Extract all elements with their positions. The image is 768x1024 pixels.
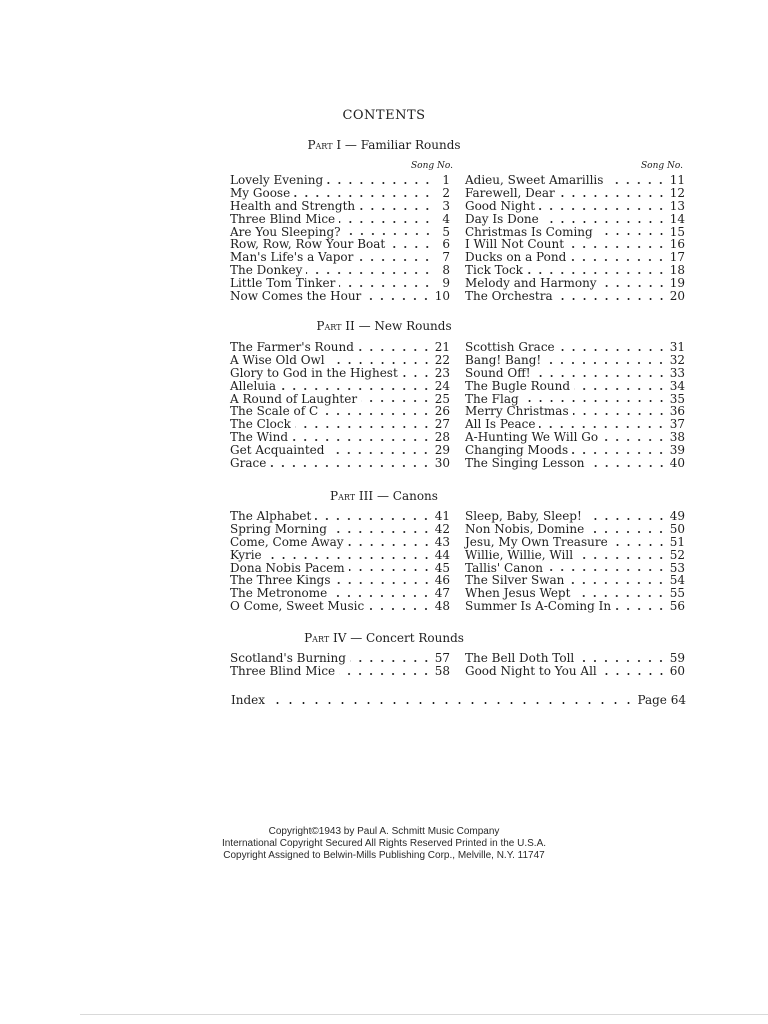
entry-title: Now Comes the Hour: [230, 289, 362, 304]
dot-leader: [349, 569, 432, 571]
entry-title: Jesu, My Own Treasure: [465, 534, 608, 549]
entry-title: Day Is Done: [465, 211, 539, 226]
dot-leader: [348, 544, 432, 546]
entry-title: Merry Christmas: [465, 404, 569, 419]
toc-entry: [230, 200, 450, 213]
song-number: 2: [442, 185, 450, 200]
dot-leader: [601, 673, 667, 675]
index-entry: [231, 693, 686, 707]
part-number: Part III: [330, 489, 374, 503]
toc-entry: [230, 652, 450, 665]
dot-leader: [339, 221, 433, 223]
toc-entry: [230, 536, 450, 549]
song-number: 7: [442, 250, 450, 265]
dot-leader: [559, 349, 667, 351]
entry-title: Adieu, Sweet Amarillis: [465, 173, 604, 187]
song-number: 5: [442, 224, 450, 239]
dot-leader: [328, 452, 431, 454]
copyright-line: Copyright©1943 by Paul A. Schmitt Music Company: [268, 826, 500, 837]
contents-column-right: [465, 510, 685, 613]
contents-column-right: [465, 174, 685, 303]
toc-entry: [230, 380, 450, 393]
dot-leader: [331, 595, 431, 597]
printed-in: Printed in the U.S.A.: [455, 838, 547, 849]
entry-title: Summer Is A-Coming In: [465, 599, 612, 614]
dot-leader: [568, 582, 666, 584]
index-label: Index: [231, 693, 266, 707]
song-number: 13: [669, 198, 685, 213]
copyright-block: [0, 826, 768, 862]
entry-title: Come, Come Away: [230, 534, 344, 549]
song-number: 23: [434, 365, 450, 380]
dot-leader: [331, 531, 432, 533]
song-number: 14: [669, 211, 685, 226]
part-title: — Familiar Rounds: [341, 138, 461, 152]
toc-entry: [230, 213, 450, 226]
dot-leader: [570, 259, 666, 261]
song-number: 52: [669, 547, 685, 562]
song-number: 45: [434, 560, 450, 575]
entry-title: Get Acquainted: [230, 443, 325, 458]
toc-entry: [465, 174, 685, 187]
dot-leader: [280, 388, 432, 390]
entry-title: Christmas Is Coming: [465, 224, 593, 239]
toc-entry: [465, 536, 685, 549]
song-number: 11: [669, 173, 685, 187]
toc-entry: [230, 549, 450, 562]
rights-reserved: All Rights Reserved: [364, 838, 453, 849]
index-page: Page 64: [637, 693, 686, 707]
song-number: 50: [669, 521, 685, 536]
dot-leader: [357, 259, 433, 261]
part-heading: [0, 631, 768, 645]
entry-title: A Wise Old Owl: [230, 352, 325, 367]
entry-title: Three Blind Mice: [230, 663, 336, 678]
dot-leader: [359, 208, 433, 210]
dot-leader: [361, 400, 432, 402]
dot-leader: [574, 388, 667, 390]
dot-leader: [271, 702, 631, 704]
dot-leader: [358, 349, 432, 351]
song-number: 54: [669, 573, 685, 588]
song-number: 47: [434, 586, 450, 601]
dot-leader: [350, 660, 432, 662]
part-heading: [0, 138, 768, 152]
song-number: 6: [442, 237, 450, 252]
page-edge-rule: [80, 1014, 768, 1015]
dot-leader: [327, 182, 433, 184]
dot-leader: [339, 673, 432, 675]
entry-title: The Clock: [230, 417, 291, 432]
part-heading: [0, 319, 768, 333]
toc-entry: [465, 600, 685, 613]
dot-leader: [607, 182, 666, 184]
contents-column-left: [230, 341, 450, 470]
toc-entry: [230, 187, 450, 200]
song-number: 32: [669, 352, 685, 367]
dot-leader: [329, 362, 432, 364]
entry-title: Glory to God in the Highest: [230, 365, 398, 380]
song-number: 58: [434, 663, 450, 678]
toc-entry: [465, 380, 685, 393]
contents-column-left: [230, 652, 450, 678]
toc-entry: [465, 652, 685, 665]
toc-entry: [465, 341, 685, 354]
dot-leader: [574, 595, 666, 597]
toc-entry: [465, 354, 685, 367]
song-number: 10: [434, 289, 450, 304]
song-number: 26: [434, 404, 450, 419]
part-title: — Concert Rounds: [346, 631, 464, 645]
dot-leader: [589, 465, 667, 467]
entry-title: My Goose: [230, 185, 291, 200]
entry-title: Melody and Harmony: [465, 276, 597, 291]
song-number: 33: [669, 365, 685, 380]
contents-column-right: [465, 341, 685, 470]
entry-title: The Flag: [465, 391, 519, 406]
dot-leader: [586, 518, 667, 520]
toc-entry: [465, 367, 685, 380]
entry-title: Grace: [230, 456, 267, 471]
entry-title: O Come, Sweet Music: [230, 599, 365, 614]
entry-title: Tick Tock: [465, 263, 523, 278]
song-number: 55: [669, 586, 685, 601]
song-number: 35: [669, 391, 685, 406]
toc-entry: [230, 174, 450, 187]
song-number: 34: [669, 378, 685, 393]
dot-leader: [315, 518, 431, 520]
song-number: 17: [669, 250, 685, 265]
entry-title: Are You Sleeping?: [230, 224, 341, 239]
song-number: 38: [669, 430, 685, 445]
song-number: 27: [434, 417, 450, 432]
toc-entry: [465, 213, 685, 226]
entry-title: The Metronome: [230, 586, 328, 601]
toc-entry: [465, 665, 685, 678]
part-title: — Canons: [373, 489, 438, 503]
entry-title: All Is Peace: [465, 417, 536, 432]
dot-leader: [523, 400, 667, 402]
entry-title: The Farmer's Round: [230, 340, 354, 354]
dot-leader: [578, 660, 666, 662]
dot-leader: [539, 208, 667, 210]
entry-title: Alleluia: [230, 378, 277, 393]
dot-leader: [577, 557, 667, 559]
song-number: 49: [669, 509, 685, 523]
dot-leader: [588, 531, 667, 533]
dot-leader: [572, 452, 667, 454]
toc-entry: [465, 187, 685, 200]
entry-title: Willie, Willie, Will: [465, 547, 574, 562]
dot-leader: [389, 246, 433, 248]
toc-entry: [230, 600, 450, 613]
song-number: 43: [434, 534, 450, 549]
dot-leader: [335, 582, 432, 584]
entry-title: Man's Life's a Vapor: [230, 250, 354, 265]
song-number: 37: [669, 417, 685, 432]
entry-title: Farewell, Dear: [465, 185, 555, 200]
song-number: 40: [669, 456, 685, 471]
copyright-rights-line: [0, 838, 768, 850]
entry-title: A-Hunting We Will Go: [465, 430, 599, 445]
song-no-header-right: Song No.: [641, 161, 683, 171]
dot-leader: [573, 413, 667, 415]
toc-entry: [465, 457, 685, 470]
dot-leader: [266, 557, 432, 559]
song-number: 8: [442, 263, 450, 278]
song-number: 53: [669, 560, 685, 575]
song-number: 4: [442, 211, 450, 226]
toc-entry: [465, 290, 685, 303]
toc-entry: [465, 510, 685, 523]
song-number: 18: [669, 263, 685, 278]
dot-leader: [270, 465, 431, 467]
song-number: 46: [434, 573, 450, 588]
dot-leader: [543, 221, 667, 223]
entry-title: Changing Moods: [465, 443, 569, 458]
toc-entry: [465, 200, 685, 213]
entry-title: When Jesus Wept: [465, 586, 571, 601]
song-number: 29: [434, 443, 450, 458]
entry-title: The Scale of C: [230, 404, 319, 419]
entry-title: Sleep, Baby, Sleep!: [465, 509, 582, 523]
dot-leader: [539, 426, 666, 428]
part-number: Part IV: [304, 631, 347, 645]
toc-entry: [465, 549, 685, 562]
song-number: 31: [669, 340, 685, 354]
dot-leader: [557, 298, 667, 300]
song-number: 56: [669, 599, 685, 614]
song-number: 16: [669, 237, 685, 252]
dot-leader: [345, 233, 433, 235]
entry-title: The Orchestra: [465, 289, 553, 304]
dot-leader: [294, 195, 433, 197]
entry-title: Scottish Grace: [465, 340, 555, 354]
song-number: 1: [442, 173, 450, 187]
entry-title: Health and Strength: [230, 198, 356, 213]
toc-entry: [230, 457, 450, 470]
entry-title: Bang! Bang!: [465, 352, 542, 367]
song-number: 48: [434, 599, 450, 614]
song-number: 12: [669, 185, 685, 200]
entry-title: The Silver Swan: [465, 573, 565, 588]
entry-title: Non Nobis, Domine: [465, 521, 585, 536]
song-number: 41: [434, 509, 450, 523]
song-number: 60: [669, 663, 685, 678]
dot-leader: [602, 439, 667, 441]
toc-entry: [230, 665, 450, 678]
dot-leader: [292, 439, 432, 441]
dot-leader: [559, 195, 667, 197]
song-number: 24: [434, 378, 450, 393]
dot-leader: [545, 362, 666, 364]
entry-title: The Three Kings: [230, 573, 331, 588]
entry-title: Little Tom Tinker: [230, 276, 336, 291]
entry-title: Tallis' Canon: [465, 560, 544, 575]
part-heading: [0, 489, 768, 503]
dot-leader: [612, 544, 667, 546]
song-number: 59: [669, 651, 685, 665]
part-title: — New Rounds: [354, 319, 452, 333]
dot-leader: [597, 233, 667, 235]
entry-title: Ducks on a Pond: [465, 250, 567, 265]
entry-title: Dona Nobis Pacem: [230, 560, 345, 575]
entry-title: The Donkey: [230, 263, 303, 278]
entry-title: Three Blind Mice: [230, 211, 336, 226]
song-number: 9: [442, 276, 450, 291]
toc-entry: [230, 290, 450, 303]
dot-leader: [568, 246, 667, 248]
song-number: 25: [434, 391, 450, 406]
part-number: Part I: [307, 138, 342, 152]
entry-title: Good Night: [465, 198, 536, 213]
entry-title: The Bell Doth Toll: [465, 651, 575, 665]
toc-entry: [230, 354, 450, 367]
part-number: Part II: [316, 319, 355, 333]
toc-entry: [230, 510, 450, 523]
dot-leader: [601, 285, 667, 287]
entry-title: A Round of Laughter: [230, 391, 358, 406]
song-number: 28: [434, 430, 450, 445]
song-number: 36: [669, 404, 685, 419]
dot-leader: [527, 272, 667, 274]
entry-title: I Will Not Count: [465, 237, 565, 252]
entry-title: Kyrie: [230, 547, 262, 562]
toc-entry: [465, 523, 685, 536]
song-number: 39: [669, 443, 685, 458]
copyright-secured: International Copyright Secured: [221, 838, 363, 849]
contents-column-left: [230, 510, 450, 613]
dot-leader: [365, 298, 431, 300]
entry-title: The Alphabet: [230, 509, 312, 523]
dot-leader: [368, 608, 431, 610]
dot-leader: [615, 608, 667, 610]
entry-title: The Wind: [230, 430, 289, 445]
dot-leader: [535, 375, 667, 377]
song-number: 51: [669, 534, 685, 549]
copyright-assigned-line: Copyright Assigned to Belwin-Mills Publishing Corp., Melville, N.Y. 11747: [223, 850, 545, 861]
entry-title: Scotland's Burning: [230, 651, 346, 665]
entry-title: The Bugle Round: [465, 378, 571, 393]
entry-title: Row, Row, Row Your Boat: [230, 237, 386, 252]
song-number: 20: [669, 289, 685, 304]
contents-column-right: [465, 652, 685, 678]
toc-entry: [230, 523, 450, 536]
dot-leader: [339, 285, 433, 287]
song-number: 22: [434, 352, 450, 367]
dot-leader: [295, 426, 432, 428]
song-number: 15: [669, 224, 685, 239]
song-number: 42: [434, 521, 450, 536]
song-number: 30: [434, 456, 450, 471]
song-number: 44: [434, 547, 450, 562]
song-no-header-left: Song No.: [411, 161, 453, 171]
dot-leader: [402, 375, 432, 377]
song-number: 57: [434, 651, 450, 665]
entry-title: Spring Morning: [230, 521, 327, 536]
song-number: 3: [442, 198, 450, 213]
song-number: 19: [669, 276, 685, 291]
page-title: CONTENTS: [342, 108, 426, 123]
dot-leader: [547, 569, 667, 571]
toc-entry: [230, 367, 450, 380]
entry-title: Sound Off!: [465, 365, 531, 380]
dot-leader: [322, 413, 432, 415]
entry-title: The Singing Lesson: [465, 456, 585, 471]
entry-title: Lovely Evening: [230, 173, 324, 187]
contents-column-left: [230, 174, 450, 303]
toc-entry: [230, 341, 450, 354]
dot-leader: [306, 272, 433, 274]
song-number: 21: [434, 340, 450, 354]
entry-title: Good Night to You All: [465, 663, 597, 678]
